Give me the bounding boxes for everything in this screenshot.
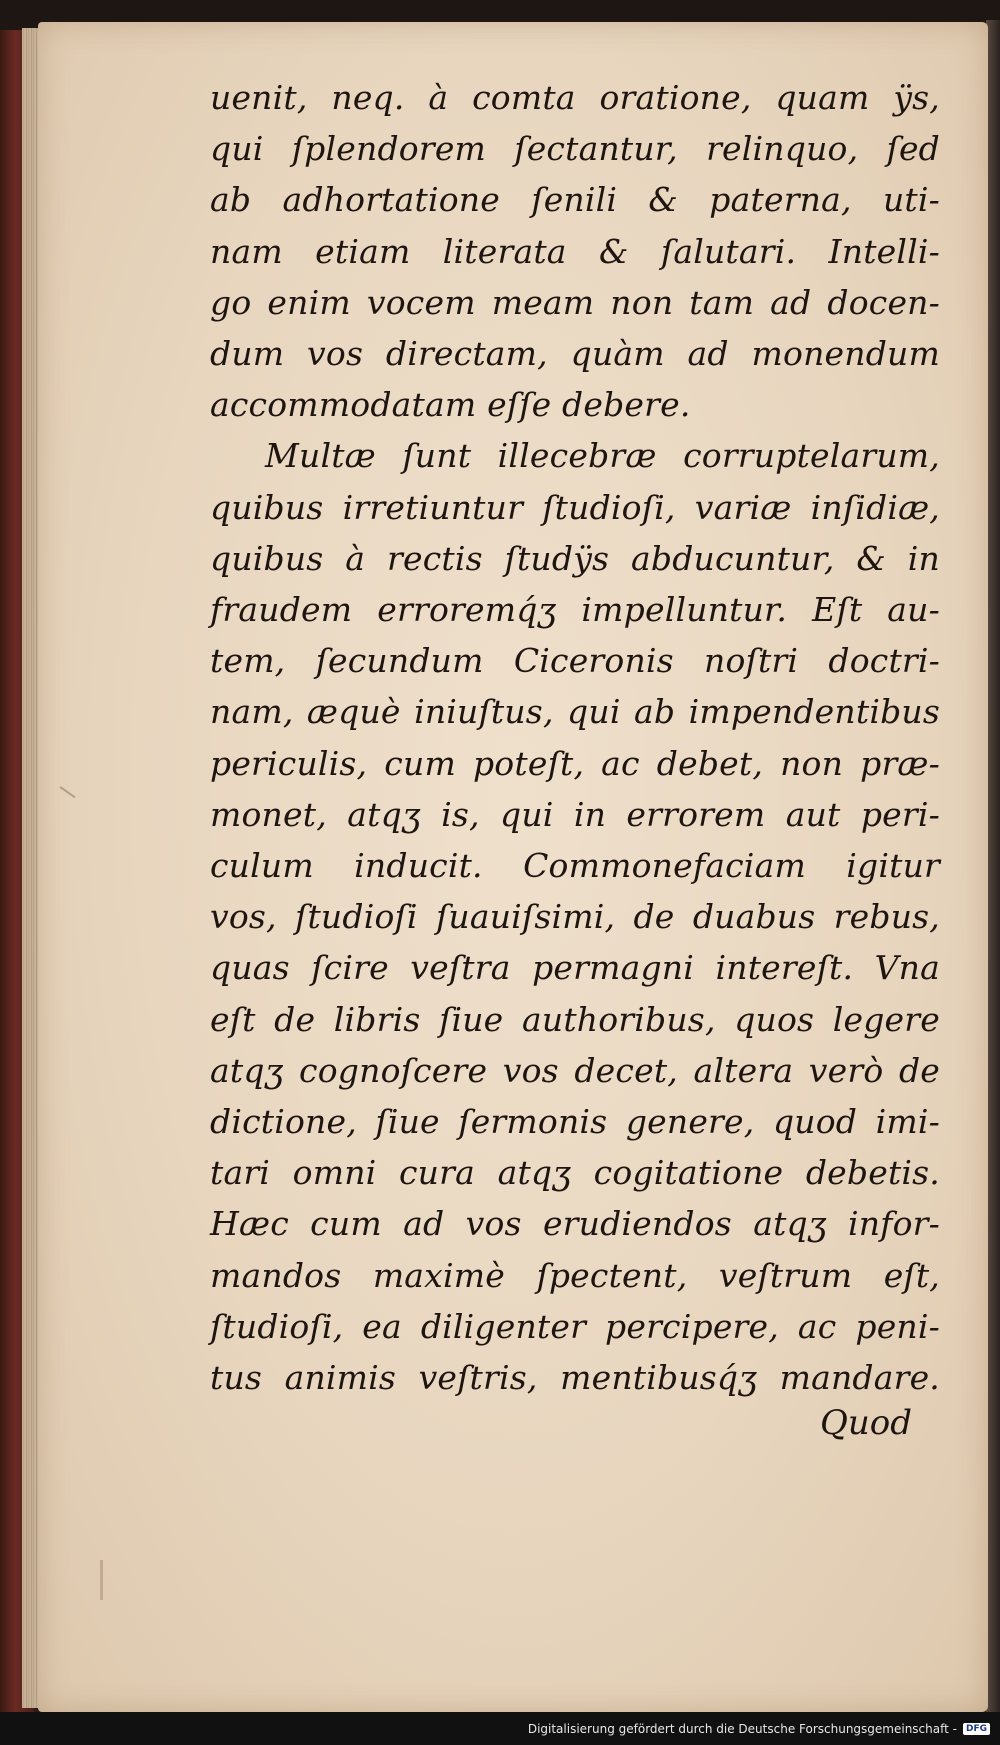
text-line: monet, atqʒ is, qui in errorem aut peri- xyxy=(210,794,940,834)
text-line: dum vos directam, quàm ad monendum xyxy=(210,334,940,374)
text-line: quas ſcire veſtra permagni intereſt. Vna xyxy=(210,948,940,988)
text-line: culum inducit. Commonefaciam igitur xyxy=(210,846,940,886)
paper-mark xyxy=(100,1560,103,1600)
dfg-logo-icon: DFG xyxy=(963,1723,990,1735)
text-line: quibus irretiuntur ſtudioſi, variæ inſidiæ, xyxy=(210,487,940,527)
text-line: mandos maximè ſpectent, veſtrum eſt, xyxy=(210,1255,940,1295)
page-text xyxy=(210,72,940,1403)
catchword: Quod xyxy=(820,1403,913,1443)
text-line: tus animis veſtris, mentibusq́ʒ mandare. xyxy=(210,1358,940,1398)
text-line: Multæ ſunt illecebræ corruptelarum, xyxy=(265,436,940,476)
text-line: tari omni cura atqʒ cogitatione debetis. xyxy=(210,1153,940,1193)
text-line: accommodatam eſſe debere. xyxy=(210,385,691,425)
text-line: ab adhortatione ſenili & paterna, uti- xyxy=(210,180,940,220)
text-line: eſt de libris ſiue authoribus, quos legere xyxy=(210,999,940,1039)
text-line: go enim vocem meam non tam ad docen- xyxy=(210,282,940,322)
text-line: uenit, neq. à comta oratione, quam ÿs, xyxy=(210,78,940,117)
text-line: fraudem erroremq́ʒ impelluntur. Eſt au- xyxy=(210,590,940,630)
text-line: dictione, ſiue ſermonis genere, quod imi- xyxy=(210,1102,940,1142)
text-line: nam etiam literata & ſalutari. Intelli- xyxy=(210,231,940,271)
text-line: periculis, cum poteſt, ac debet, non præ- xyxy=(210,743,940,783)
text-line: vos, ſtudioſi ſuauiſsimi, de duabus rebus, xyxy=(210,897,940,937)
text-line: nam, æquè iniuſtus, qui ab impendentibus xyxy=(210,692,940,732)
digitization-credit xyxy=(528,1722,990,1736)
text-line: quibus à rectis ſtudÿs abducuntur, & in xyxy=(210,538,940,578)
text-line: qui ſplendorem ſectantur, relinquo, ſed xyxy=(210,129,940,169)
text-line: atqʒ cognoſcere vos decet, altera verò de xyxy=(210,1050,940,1090)
text-line: ſtudioſi, ea diligenter percipere, ac peni- xyxy=(210,1306,940,1346)
credit-text: Digitalisierung gefördert durch die Deutsche Forschungsgemeinschaft - xyxy=(527,1722,957,1736)
text-line: Hæc cum ad vos erudiendos atqʒ infor- xyxy=(210,1204,940,1244)
book-cover-edge xyxy=(986,20,1000,1720)
text-line: tem, ſecundum Ciceronis noſtri doctri- xyxy=(210,641,940,681)
